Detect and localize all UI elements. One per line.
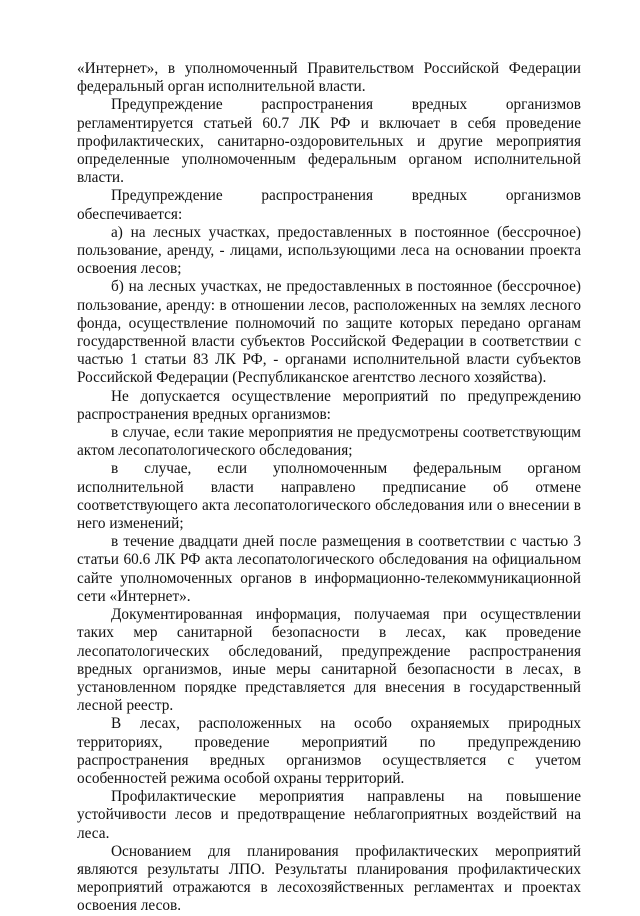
paragraph-item-b: б) на лесных участках, не предоставленных в постоянное (бессрочное) пользование, аренду: в отношении лесов, расположенных на землях лесного фонда, осуществление полномочий по защите которых передано органам государственной власти субъектов Российской Федерации в соответствии с частью 1 статьи 83 ЛК РФ, - органами исполнительной власти субъектов Российской Федерации (Республиканское агентство лесного хозяйства). [77, 278, 581, 387]
paragraph-item-a: а) на лесных участках, предоставленных в постоянное (бессрочное) пользование, аренду, - лицами, использующими леса на основании проекта освоения лесов; [77, 223, 581, 278]
paragraph-regulation: Предупреждение распространения вредных организмов регламентируется статьей 60.7 ЛК РФ и включает в себя проведение профилактических, санитарно-оздоровительных и другие мероприятия определенные уполномоченным федеральным органом исполнительной власти. [77, 96, 581, 187]
paragraph-prohibition-intro: Не допускается осуществление мероприятий по предупреждению распространения вредных организмов: [77, 387, 581, 423]
paragraph-prohibition-2: в случае, если уполномоченным федеральным органом исполнительной власти направлено предписание об отмене соответствующего акта лесопатологического обследования или о внесении в него изменений; [77, 460, 581, 533]
paragraph-prohibition-1: в случае, если такие мероприятия не предусмотрены соответствующим актом лесопатологического обследования; [77, 424, 581, 460]
paragraph-documented-info: Документированная информация, получаемая при осуществлении таких мер санитарной безопасности в лесах, как проведение лесопатологических обследований, предупреждение распространения вредных организмов, иные меры санитарной безопасности в лесах, в установленном порядке представляется для внесения в государственный лесной реестр. [77, 606, 581, 715]
paragraph-prohibition-3: в течение двадцати дней после размещения в соответствии с частью 3 статьи 60.6 ЛК РФ акта лесопатологического обследования на официальном сайте уполномоченных органов в информационно-телекоммуникационной сети «Интернет». [77, 533, 581, 605]
paragraph-preventive-measures: Профилактические мероприятия направлены на повышение устойчивости лесов и предотвращение неблагоприятных воздействий на леса. [77, 788, 581, 842]
paragraph-planning-basis: Основанием для планирования профилактических мероприятий являются результаты ЛПО. Результаты планирования профилактических мероприятий отражаются в лесохозяйственных регламентах и проектах освоения лесов. [77, 842, 581, 915]
paragraph-continuation: «Интернет», в уполномоченный Правительством Российской Федерации федеральный орган исполнительной власти. [77, 60, 581, 96]
paragraph-protected-areas: В лесах, расположенных на особо охраняемых природных территориях, проведение мероприятий по предупреждению распространения вредных организмов осуществляется с учетом особенностей режима особой охраны территорий. [77, 715, 581, 787]
paragraph-provision-intro: Предупреждение распространения вредных организмов обеспечивается: [77, 187, 581, 223]
document-page [77, 60, 581, 916]
